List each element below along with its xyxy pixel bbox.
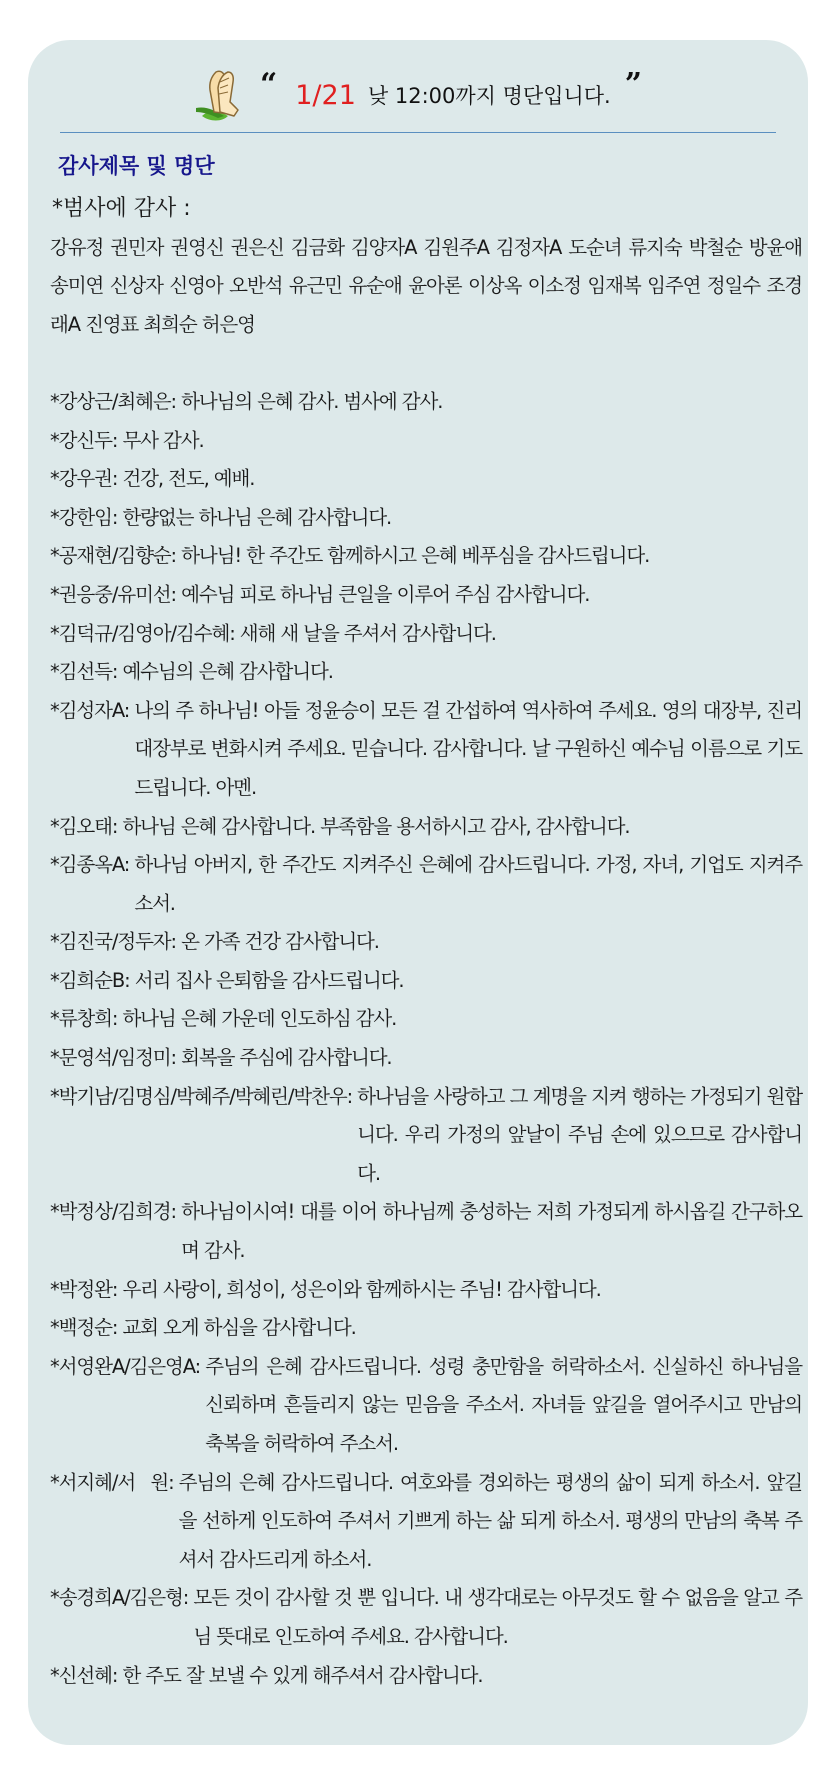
entry-text: 무사 감사. xyxy=(122,428,204,452)
entry-text: 회복을 주심에 감사합니다. xyxy=(181,1046,392,1070)
entry-text: 예수님의 은혜 감사합니다. xyxy=(122,660,333,684)
category-heading: *범사에 감사 : xyxy=(52,196,191,221)
prayer-entry xyxy=(50,1193,802,1270)
entry-text: 모든 것이 감사할 것 뿐 입니다. 내 생각대로는 아무것도 할 수 없음을 알고 주님 뜻대로 인도하여 주세요. 감사합니다. xyxy=(193,1586,802,1648)
entry-text: 하나님을 사랑하고 그 계명을 지켜 행하는 가정되기 원합니다. 우리 가정의 앞날이 주님 손에 있으므로 감사합니다. xyxy=(357,1084,802,1185)
entry-text: 주님의 은혜 감사드립니다. 성령 충만함을 허락하소서. 신실하신 하나님을 신뢰하며 흔들리지 않는 믿음을 주소서. 자녀들 앞길을 열어주시고 만남의 축복을 허락하여 주소서. xyxy=(205,1354,802,1455)
entry-name: *김진국/정두자: xyxy=(50,930,182,954)
prayer-entry xyxy=(50,422,802,461)
prayer-list-panel xyxy=(28,40,808,1745)
entry-name: *박정완: xyxy=(50,1277,123,1301)
entry-text: 하나님의 은혜 감사. 범사에 감사. xyxy=(181,389,443,413)
prayer-entry xyxy=(50,1464,802,1580)
entry-name: *송경희A/김은형: xyxy=(50,1586,194,1610)
prayer-entry xyxy=(50,1271,802,1310)
entry-text: 우리 사랑이, 희성이, 성은이와 함께하시는 주님! 감사합니다. xyxy=(122,1277,601,1301)
entry-text: 교회 오게 하심을 감사합니다. xyxy=(122,1316,356,1340)
entry-text: 주님의 은혜 감사드립니다. 여호와를 경외하는 평생의 삶이 되게 하소서. 앞길을 선하게 인도하여 주셔서 기쁘게 하는 삶 되게 하소서. 평생의 만남의 축복 주셔서 감사드리게 하소서. xyxy=(178,1470,802,1571)
prayer-entry xyxy=(50,923,802,962)
prayer-entry xyxy=(50,1309,802,1348)
entry-name: *김오태: xyxy=(50,814,123,838)
closing-quote: ” xyxy=(624,67,642,102)
prayer-entry xyxy=(50,537,802,576)
entry-text: 온 가족 건강 감사합니다. xyxy=(181,930,379,954)
entry-name: *문영석/임정미: xyxy=(50,1046,182,1070)
deadline-date: 1/21 xyxy=(295,79,356,111)
entry-name: *서영완A/김은영A: xyxy=(50,1354,206,1378)
content-area xyxy=(50,190,802,1695)
opening-quote: “ xyxy=(259,67,278,102)
praying-hands-icon xyxy=(194,66,250,124)
prayer-entry xyxy=(50,1348,802,1464)
entry-text: 건강, 전도, 예배. xyxy=(122,467,255,491)
prayer-entry xyxy=(50,576,802,615)
entry-text: 한량없는 하나님 은혜 감사합니다. xyxy=(122,505,392,529)
entry-name: *류창희: xyxy=(50,1007,123,1031)
prayer-entry xyxy=(50,653,802,692)
entry-name: *김종옥A: xyxy=(50,853,135,877)
entry-text: 나의 주 하나님! 아들 정윤승이 모든 걸 간섭하여 역사하여 주세요. 영의 대장부, 진리 대장부로 변화시켜 주세요. 믿습니다. 감사합니다. 날 구원하신 예수님 이름으로 기도드립니다. 아멘. xyxy=(134,698,802,799)
entry-text: 하나님 아버지, 한 주간도 지켜주신 은혜에 감사드립니다. 가정, 자녀, 기업도 지켜주소서. xyxy=(134,853,802,915)
deadline-text: 낮 12:00까지 명단입니다. xyxy=(367,84,611,108)
entry-list xyxy=(50,383,802,1695)
name-list: 강유정 권민자 권영신 권은신 김금화 김양자A 김원주A 김정자A 도순녀 류지숙 박철순 방윤애 송미연 신상자 신영아 오반석 유근민 유순애 윤아론 이상옥 이소정 임재복 임주연 정일수 조경래A 진영표 최희순 허은영 xyxy=(50,235,802,336)
prayer-entry xyxy=(50,1000,802,1039)
entry-name: *박기남/김명심/박혜주/박혜린/박찬우: xyxy=(50,1084,358,1108)
entry-text: 하나님이시여! 대를 이어 하나님께 충성하는 저희 가정되게 하시옵길 간구하오며 감사. xyxy=(181,1200,802,1263)
entry-name: *강신두: xyxy=(50,428,123,452)
entry-name: *강한임: xyxy=(50,505,123,529)
entry-text: 서리 집사 은퇴함을 감사드립니다. xyxy=(134,968,404,992)
header xyxy=(28,60,808,130)
prayer-entry xyxy=(50,383,802,422)
entry-name: *서지혜/서 원: xyxy=(50,1470,179,1494)
entry-text: 예수님 피로 하나님 큰일을 이루어 주심 감사합니다. xyxy=(181,582,590,606)
spacer xyxy=(50,344,802,383)
entry-text: 하나님! 한 주간도 함께하시고 은혜 베푸심을 감사드립니다. xyxy=(181,544,650,568)
divider xyxy=(60,132,776,133)
entry-text: 한 주도 잘 보낼 수 있게 해주셔서 감사합니다. xyxy=(122,1663,483,1687)
entry-name: *김선득: xyxy=(50,660,123,684)
entry-name: *공재현/김향순: xyxy=(50,544,182,568)
entry-name: *김덕규/김영아/김수혜: xyxy=(50,621,240,645)
entry-text: 하나님 은혜 감사합니다. 부족함을 용서하시고 감사, 감사합니다. xyxy=(122,814,630,838)
prayer-entry xyxy=(50,692,802,808)
prayer-entry xyxy=(50,1078,802,1194)
entry-name: *권응중/유미선: xyxy=(50,582,182,606)
prayer-entry xyxy=(50,1657,802,1696)
entry-name: *강우권: xyxy=(50,467,123,491)
entry-name: *김성자A: xyxy=(50,698,135,722)
entry-name: *백정순: xyxy=(50,1316,123,1340)
prayer-entry xyxy=(50,1039,802,1078)
prayer-entry xyxy=(50,846,802,923)
entry-name: *신선혜: xyxy=(50,1663,123,1687)
entry-name: *강상근/최혜은: xyxy=(50,389,182,413)
prayer-entry xyxy=(50,962,802,1001)
prayer-entry xyxy=(50,615,802,654)
prayer-entry xyxy=(50,460,802,499)
entry-name: *김희순B: xyxy=(50,968,135,992)
entry-name: *박정상/김희경: xyxy=(50,1200,182,1224)
prayer-entry xyxy=(50,808,802,847)
section-title: 감사제목 및 명단 xyxy=(58,154,215,178)
entry-text: 새해 새 날을 주셔서 감사합니다. xyxy=(239,621,496,645)
prayer-entry xyxy=(50,1579,802,1656)
entry-text: 하나님 은혜 가운데 인도하심 감사. xyxy=(122,1007,397,1031)
prayer-entry xyxy=(50,499,802,538)
